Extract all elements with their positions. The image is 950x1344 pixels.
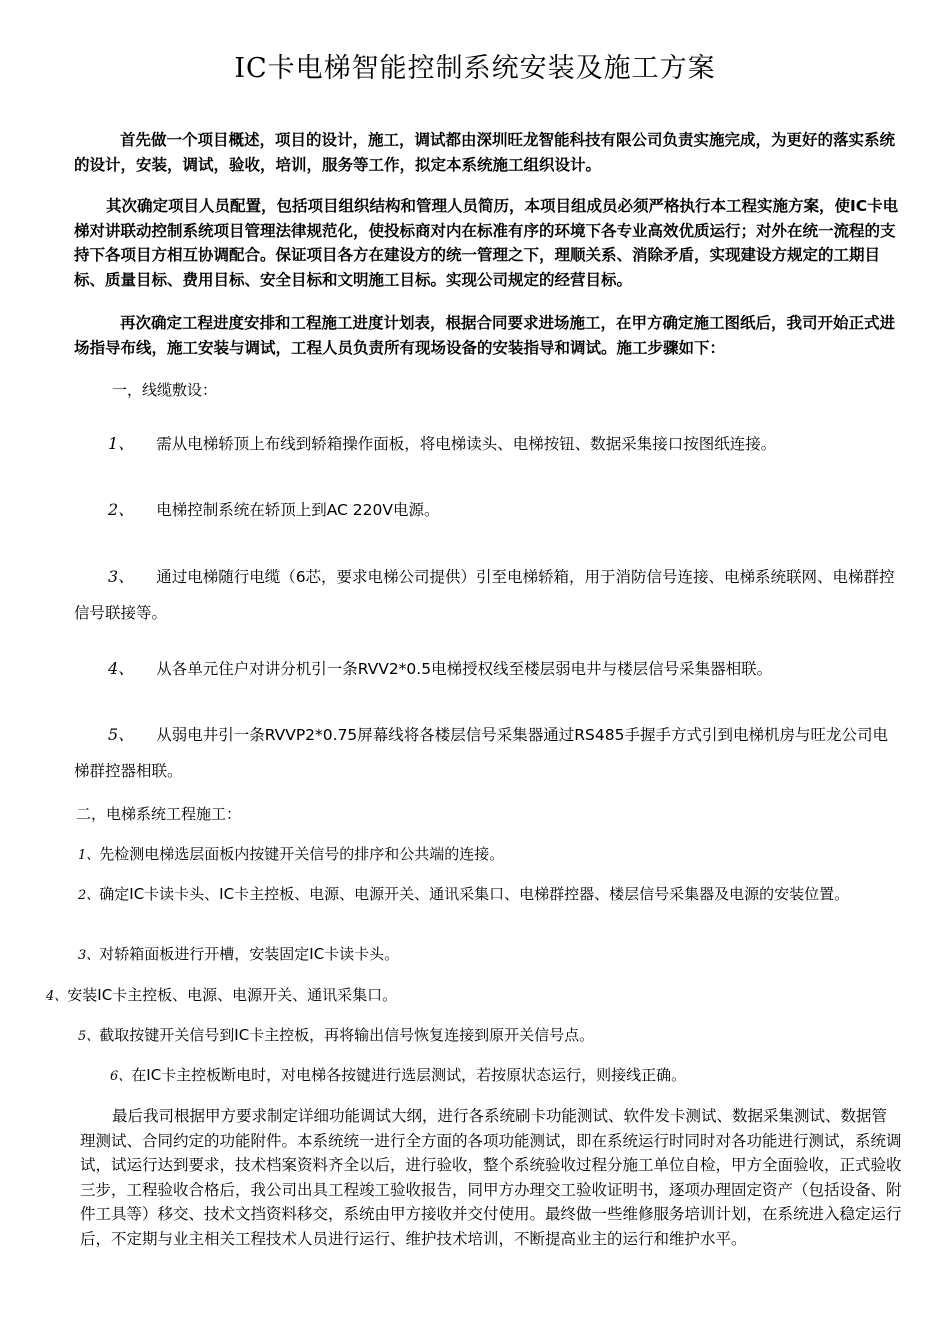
section2-item-4 — [46, 985, 902, 1007]
item-number: 4、 — [46, 989, 68, 1004]
item-number: 1、 — [78, 848, 100, 863]
intro-paragraph-1: 首先做一个项目概述，项目的设计，施工，调试都由深圳旺龙智能科技有限公司负责实施完成，为更好的落实系统的设计，安装，调试，验收，培训，服务等工作，拟定本系统施工组织设计。 — [74, 131, 896, 174]
item-text: 从各单元住户对讲分机引一条RVV2*0.5电梯授权线至楼层弱电井与楼层信号采集器相联。 — [156, 660, 773, 678]
item-text: 安装IC卡主控板、电源、电源开关、通讯采集口。 — [67, 986, 398, 1004]
item-text: 从弱电井引一条RVVP2*0.75屏幕线将各楼层信号采集器通过RS485手握手方式引到电梯机房与旺龙公司电梯群控器相联。 — [74, 726, 888, 780]
item-text: 需从电梯轿顶上布线到轿箱操作面板，将电梯读头、电梯按钮、数据采集接口按图纸连接。 — [156, 435, 777, 453]
section2-heading: 二，电梯系统工程施工： — [76, 805, 242, 823]
section2-item-5 — [78, 1025, 902, 1047]
item-number: 3、 — [108, 567, 135, 586]
intro-paragraph-3: 再次确定工程进度安排和工程施工进度计划表，根据合同要求进场施工，在甲方确定施工图纸后，我司开始正式进场指导布线，施工安装与调试，工程人员负责所有现场设备的安装指导和调试。施工步骤如下： — [74, 314, 896, 357]
item-text: 确定IC卡读卡头、IC卡主控板、电源、电源开关、通讯采集口、电梯群控器、楼层信号采集器及电源的安装位置。 — [99, 885, 850, 903]
item-text: 先检测电梯选层面板内按键开关信号的排序和公共端的连接。 — [99, 845, 505, 863]
item-text: 截取按键开关信号到IC卡主控板，再将输出信号恢复连接到原开关信号点。 — [99, 1026, 595, 1044]
item-number: 2、 — [108, 500, 135, 519]
item-number: 2、 — [78, 888, 100, 903]
item-text: 电梯控制系统在轿顶上到AC 220V电源。 — [156, 501, 440, 519]
item-text: 在IC卡主控板断电时，对电梯各按键进行选层测试，若按原状态运行，则接线正确。 — [131, 1066, 687, 1084]
item-text: 通过电梯随行电缆（6芯，要求电梯公司提供）引至电梯轿箱，用于消防信号连接、电梯系统联网、电梯群控信号联接等。 — [74, 568, 895, 622]
section1-item-4 — [108, 651, 902, 687]
item-number: 1、 — [108, 434, 135, 453]
item-number: 5、 — [108, 725, 135, 744]
page-title: IC卡电梯智能控制系统安装及施工方案 — [234, 53, 716, 84]
item-number: 5、 — [78, 1029, 100, 1044]
section2-item-6 — [110, 1065, 902, 1087]
item-number: 6、 — [110, 1069, 132, 1084]
section1-item-3 — [74, 559, 902, 631]
item-text: 对轿箱面板进行开槽，安装固定IC卡读卡头。 — [99, 945, 400, 963]
item-number: 4、 — [108, 659, 135, 678]
section2-item-3 — [78, 944, 902, 966]
final-paragraph: 最后我司根据甲方要求制定详细功能调试大纲，进行各系统刷卡功能测试、软件发卡测试、数据采集测试、数据管理测试、合同约定的功能附件。本系统统一进行全方面的各项功能测试，即在系统运行时同时对各功能进行测试，系统调试，试运行达到要求，技术档案资料齐全以后，进行验收，整个系统验收过程分施工单位自检，甲方全面验收，正式验收三步，工程验收合格后，我公司出具工程竣工验收报告，同甲方办理交工验收证明书，逐项办理固定资产（包括设备、附件工具等）移交、技术文挡资料移交，系统由甲方接收并交付使用。最终做一些维修服务培训计划，在系统进入稳定运行后，不定期与业主相关工程技术人员进行运行、维护技术培训，不断提高业主的运行和维护水平。 — [80, 1107, 902, 1248]
section1-item-2 — [108, 492, 902, 528]
section1-heading: 一，线缆敷设： — [112, 381, 218, 399]
intro-paragraph-2: 其次确定项目人员配置，包括项目组织结构和管理人员简历，本项目组成员必须严格执行本工程实施方案，使IC卡电梯对讲联动控制系统项目管理法律规范化，使投标商对内在标准有序的环境下各专业高效优质运行；对外在统一流程的支持下各项目方相互协调配合。保证项目各方在建设方的统一管理之下，理顺关系、消除矛盾，实现建设方规定的工期目标、质量目标、费用目标、安全目标和文明施工目标。实现公司规定的经营目标。 — [74, 197, 899, 289]
item-number: 3、 — [78, 948, 100, 963]
section1-item-1 — [108, 426, 902, 462]
section2-item-2 — [46, 883, 902, 907]
section2-item-1 — [78, 844, 902, 866]
section1-item-5 — [74, 717, 902, 789]
